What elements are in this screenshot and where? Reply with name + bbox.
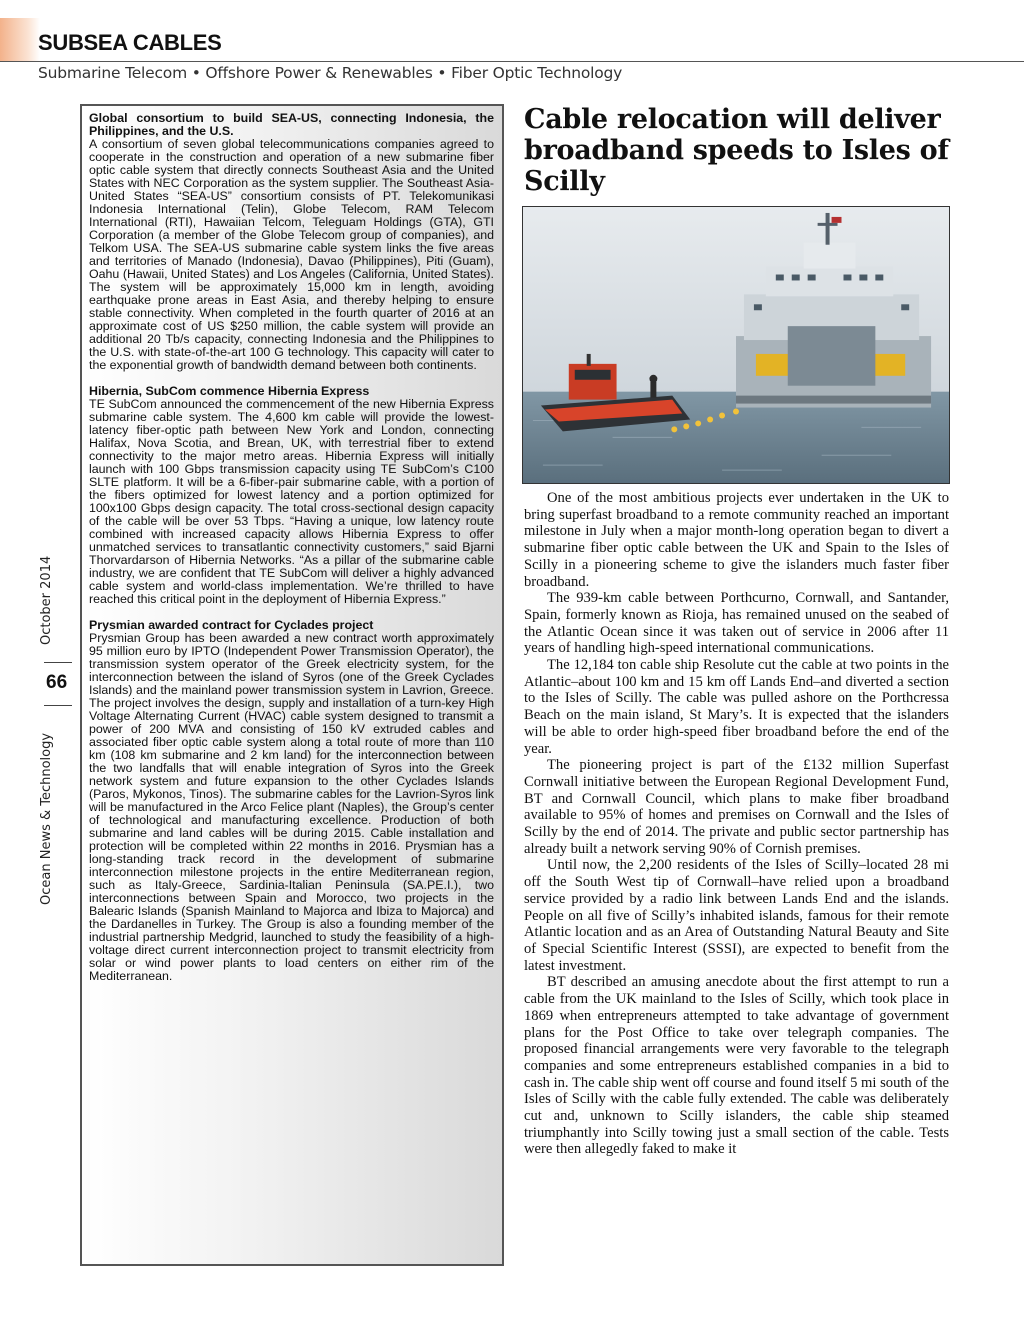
news-item-title: Global consortium to build SEA-US, connecting Indonesia, the Philippines, and the U.S. <box>89 111 494 138</box>
section-title: SUBSEA CABLES <box>38 30 222 55</box>
news-item-sea-us <box>89 112 494 372</box>
article-paragraph: Until now, the 2,200 residents of the Isles of Scilly–located 28 mi off the South West tip of Cornwall–have relied upon a broadband service provided by a radio link between Lands End and the islands. People on all five of Scilly’s inhabited islands, famous for their remote Atlantic location and as an Area of Outstanding Natural Beauty and Site of Special Scientific Interest (SSSI), are expected to benefit from the latest investment. <box>524 857 949 974</box>
news-sidebar <box>80 104 504 1266</box>
news-item-body: Prysmian Group has been awarded a new contract worth approximately 95 million euro by IPTO (Independent Power Transmission Operator), the transmission system operator of the Greek electricity system, for the interconnection between the island of Syros (one of the Greek Cyclades Islands) and the mainland power transmission system in Lavrion, Greece. The project involves the design, supply and installation of a turn-key High Voltage Alternating Current (HVAC) cable system designed to transmit a power of 200 MVA and consisting of 150 kV extruded cables and associated fiber optic cable system along a total route of more than 110 km (108 km submarine and 2 km land) for the interconnection between the two landfalls that will enable integration of Syros into the Greek network system and future expansion to the other Cyclades Islands (Paros, Mykonos, Tinos). The submarine cables for the Lavrion-Syros link will be manufactured in the Arco Felice plant (Naples), the Group’s center of technological and manufacturing excellence. Production of both submarine and land cables will be during 2015. Cable installation and protection will be completed within 22 months in 2016. Prysmian has a long-standing track record in the development of submarine interconnection milestone projects in the entire Mediterranean region, such as Italy-Greece, Sardinia-Italian Peninsula (SA.PE.I.), two interconnections between Spain and Morocco, two projects in the Balearic Islands (Spanish Mainland to Majorca and Ibiza to Majorca) and the Dardanelles in Turkey. The Group is also a founding member of the industrial partnership Medgrid, launched to study the feasibility of a high-voltage direct current interconnection project to transmit electricity from solar or wind power plants to load centers on either rim of the Mediterranean. <box>89 631 494 983</box>
article-body <box>524 490 949 1158</box>
cable-ship-photo <box>522 206 950 484</box>
article-paragraph: BT described an amusing anecdote about the first attempt to run a cable from the UK mainland to the Isles of Scilly, which took place in 1869 when entrepreneurs attempted to take advantage of government plans for the Post Office to take over telegraph companies. The proposed financial arrangements were very favorable to the telegraph companies and some entrepreneurs established companies in a bid to cash in. The cable ship went off course and found itself 5 mi south of the Isles of Scilly with the cable fully extended. The cable was deliberately cut and, unknown to Scilly islanders, the cable ship steamed triumphantly into Scilly towing just a small section of the cable. Tests were then allegedly faked to make it <box>524 974 950 1158</box>
article-paragraph: One of the most ambitious projects ever undertaken in the UK to bring superfast broadband to a remote community reached an important milestone in July when a major month-long operation began to divert a submarine fiber optic cable between the UK and Spain to the Isles of Scilly in a pioneering scheme to give the islanders much faster fiber broadband. <box>524 490 949 590</box>
news-item-hibernia <box>89 385 494 606</box>
header-divider <box>0 61 1024 62</box>
article-paragraph: The 939-km cable between Porthcurno, Cornwall, and Santander, Spain, formerly known as Rioja, has remained unused on the seabed of the Atlantic Ocean since it was taken out of service in 2006 after 11 years of handling high-speed international communications. <box>524 590 949 657</box>
news-item-prysmian <box>89 619 494 983</box>
cable-ship-illustration <box>523 207 949 483</box>
side-divider-bottom <box>44 705 72 706</box>
side-margin <box>10 0 70 1329</box>
article-headline: Cable relocation will deliver broadband speeds to Isles of Scilly <box>524 104 949 197</box>
article-paragraph: The 12,184 ton cable ship Resolute cut the cable at two points in the Atlantic–about 100 km and 15 km off Lands End–and diverted a section to the Isles of Scilly. The cable was pulled ashore on the Porthcressa Beach on the main island, St Mary’s. It is expected that the islanders will be able to order high-speed fiber broadband before the end of the year. <box>524 657 949 757</box>
issue-date: October 2014 <box>39 555 54 645</box>
news-item-body: TE SubCom announced the commencement of the new Hibernia Express submarine cable system. The 4,600 km cable will provide the lowest-latency fiber-optic path between New York and London, connecting Halifax, Nova Scotia, and Brean, UK, with terrestrial fiber to extend connectivity to the major metro areas. Hibernia Express will initially launch with 100 Gbps transmission capacity using TE SubCom’s C100 SLTE platform. It will be a 6-fiber-pair submarine cable, with a portion of the fibers optimized for lowest latency and a portion optimized for 100x100 Gbps design capacity. The total cross-sectional design capacity of the cable will be over 53 Tbps. “Having a unique, low latency route combined with increased capacity allows Hibernia Express to offer unmatched services to transatlantic connectivity customers,” said Bjarni Thorvardarson of Hibernia Networks. “As a pillar of the submarine cable industry, we are confident that TE SubCom will deliver a highly advanced cable system and world-class implementation. We’re thrilled to have reached this critical point in the deployment of Hibernia Express.” <box>89 397 494 606</box>
news-item-body: A consortium of seven global telecommunications companies agreed to cooperate in the construction and operation of a new submarine fiber optic cable system that directly connects Southeast Asia and the United States with NEC Corporation as the system supplier. The Southeast Asia-United States “SEA-US” consortium consists of PT. Telekomunikasi Indonesia International (Telin), Globe Telecom, RAM Telecom International (RTI), Hawaiian Telcom, Teleguam Holdings (GTA), GTI Corporation (a member of the Globe Telecom group of companies), and Telkom USA. The SEA-US submarine cable system links the five areas and territories of Manado (Indonesia), Davao (Philippines), Piti (Guam), Oahu (Hawaii, United States) and Los Angeles (California, United States). The system will be approximately 15,000 km in length, avoiding earthquake prone areas in East Asia, and thereby helping to ensure stable connectivity. When completed in the fourth quarter of 2016 at an approximate cost of US $250 million, the cable system will provide an additional 20 Tb/s capacity, connecting Indonesia and the Philippines to the U.S. with state-of-the-art 100 G technology. This capacity will cater to the exponential growth of bandwidth demand between both continents. <box>89 137 494 372</box>
side-divider-top <box>44 662 72 663</box>
news-item-title: Hibernia, SubCom commence Hibernia Express <box>89 384 370 398</box>
section-subtitle: Submarine Telecom • Offshore Power & Renewables • Fiber Optic Technology <box>38 64 623 82</box>
page-number: 66 <box>46 672 68 693</box>
news-item-title: Prysmian awarded contract for Cyclades project <box>89 618 374 632</box>
article-paragraph: The pioneering project is part of the £132 million Superfast Cornwall initiative between the European Regional Development Fund, BT and Cornwall Council, which plans to make fiber broadband available to 95% of homes and premises on Cornwall and the Isles of Scilly by the end of 2014. The private and public sector partnership has already built a network serving 90% of Cornish premises. <box>524 757 949 857</box>
publication-name: Ocean News & Technology <box>39 732 54 905</box>
